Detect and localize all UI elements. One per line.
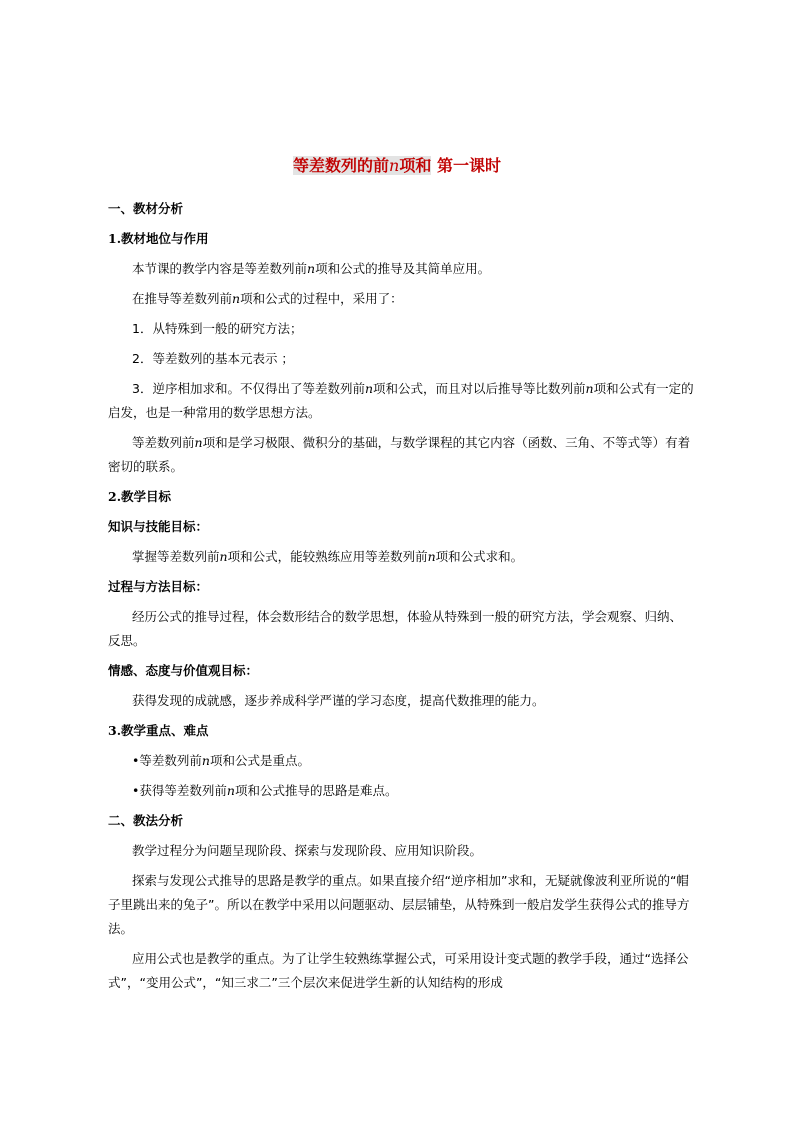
document-title <box>0 154 794 178</box>
document-body <box>108 197 694 1001</box>
key-point: •等差数列前n项和公式是重点。 <box>132 753 310 768</box>
paragraph: 本节课的教学内容是等差数列前n项和公式的推导及其简单应用。 <box>132 261 491 276</box>
goal-heading-process: 过程与方法目标： <box>108 579 209 594</box>
section-heading-1: 一、教材分析 <box>108 201 184 216</box>
goal-heading-emotion: 情感、态度与价值观目标： <box>108 663 259 678</box>
key-point: •获得等差数列前n项和公式推导的思路是难点。 <box>132 783 398 798</box>
subsection-heading-1-1: 1.教材地位与作用 <box>108 231 209 246</box>
paragraph: 应用公式也是教学的重点。为了让学生较熟练掌握公式，可采用设计变式题的教学手段，通过“选择公式”，“变用公式”，“知三求二”三个层次来促进学生新的认知结构的形成 <box>108 951 689 990</box>
title-part-1: 等差数列的前n项和 <box>293 156 432 175</box>
subsection-heading-1-2: 2.教学目标 <box>108 489 172 504</box>
paragraph: 经历公式的推导过程，体会数形结合的数学思想，体验从特殊到一般的研究方法，学会观察、归纳、反思。 <box>108 609 683 648</box>
paragraph: 掌握等差数列前n项和公式，能较熟练应用等差数列前n项和公式求和。 <box>132 549 524 564</box>
paragraph: 获得发现的成就感，逐步养成科学严谨的学习态度，提高代数推理的能力。 <box>132 693 545 708</box>
paragraph: 探索与发现公式推导的思路是教学的重点。如果直接介绍“逆序相加”求和，无疑就像波利亚所说的“帽子里跳出来的兔子”。所以在教学中采用以问题驱动、层层铺垫，从特殊到一般启发学生获得公式的推导方法。 <box>108 873 690 936</box>
paragraph: 在推导等差数列前n项和公式的过程中，采用了： <box>132 291 403 306</box>
title-part-2: 第一课时 <box>436 156 501 175</box>
subsection-heading-1-3: 3.教学重点、难点 <box>108 723 209 738</box>
goal-heading-knowledge: 知识与技能目标： <box>108 519 209 534</box>
section-heading-2: 二、教法分析 <box>108 813 184 828</box>
list-item: 1．从特殊到一般的研究方法； <box>132 321 303 336</box>
paragraph: 等差数列前n项和是学习极限、微积分的基础，与数学课程的其它内容（函数、三角、不等式等）有着密切的联系。 <box>108 435 691 474</box>
list-item: 3．逆序相加求和。不仅得出了等差数列前n项和公式，而且对以后推导等比数列前n项和公式有一定的启发，也是一种常用的数学思想方法。 <box>108 381 694 420</box>
list-item: 2．等差数列的基本元表示 ； <box>132 351 294 366</box>
paragraph: 教学过程分为问题呈现阶段、探索与发现阶段、应用知识阶段。 <box>132 843 483 858</box>
